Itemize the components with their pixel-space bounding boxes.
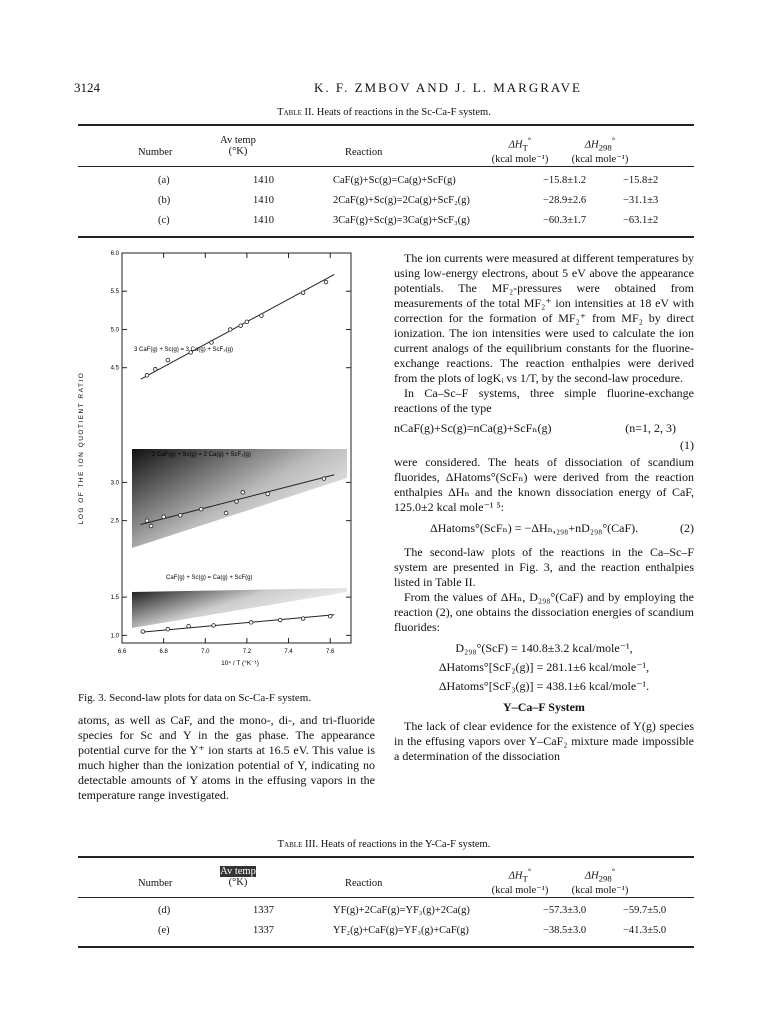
- fit-line-series-0: [141, 274, 335, 379]
- table2-h-avtemp: Av temp (°K): [220, 135, 256, 157]
- table-row: (c) 1410 3CaF(g)+Sc(g)=3Ca(g)+ScF₃(g) −60.3±1.7 −63.1±2: [158, 214, 659, 226]
- data-point-series-1: [178, 513, 182, 517]
- x-tick-label: 6.8: [159, 649, 168, 655]
- equation-2: ΔHatoms°(ScFₙ) = −ΔHₙ,₂₉₈+nD₂₉₈°(CaF). (2): [430, 521, 694, 535]
- data-point-series-1: [199, 507, 203, 511]
- data-point-series-0: [145, 374, 149, 378]
- page-number: 3124: [74, 80, 100, 95]
- table3-header: [78, 864, 694, 896]
- right-column: [394, 251, 694, 764]
- data-point-series-1: [162, 515, 166, 519]
- series-label-scf2: 2 CaF(g) + Sc(g) = 2 Ca(g) + ScF₂(g): [152, 452, 251, 458]
- data-point-series-0: [210, 341, 214, 345]
- table3-bottom-rule: [78, 946, 694, 948]
- data-point-series-1: [266, 492, 270, 496]
- data-point-series-1: [145, 519, 149, 523]
- equation-1: nCaF(g)+Sc(g)=nCa(g)+ScFₙ(g) (n=1, 2, 3) (1): [394, 421, 694, 452]
- data-point-series-0: [166, 358, 170, 362]
- table2-header: [78, 133, 694, 165]
- y-axis-label: LOG OF THE ION QUOTIENT RATIO: [78, 371, 85, 525]
- series3-shading: [132, 588, 347, 628]
- x-tick-label: 7.4: [284, 649, 293, 655]
- series2-shading: [132, 449, 347, 548]
- plot-frame: [122, 253, 351, 643]
- table-row: (a) 1410 CaF(g)+Sc(g)=Ca(g)+ScF(g) −15.8±1.2 −15.8±2: [158, 174, 659, 186]
- table2-caption: [0, 107, 768, 118]
- running-authors: K. F. ZMBOV AND J. L. MARGRAVE: [314, 80, 582, 95]
- table2-h-reaction: Reaction: [345, 147, 383, 158]
- table2-header-rule: [78, 166, 694, 167]
- y-tick-label: 1.5: [110, 595, 119, 602]
- paragraph-1: The ion currents were measured at different temperatures by using low-energy electrons, about 5 eV above the appearance potentials. The MF₂-pressures were obtained from measurements of the total MF₂⁺ ion intensities at 18 eV with correction for the formation of MF₂⁺ from MF₂ by direct ionization. The ion intensities were used to calculate the ion current analogs of the equilibrium constants for the fluorine-exchange reactions. The reaction enthalpies were derived from the plots of logKᵢ vs 1/T, by the second-law procedure.: [394, 251, 694, 385]
- result-1: D₂₉₈°(ScF) = 140.8±3.2 kcal/mole⁻¹,: [455, 641, 633, 655]
- data-point-series-2: [141, 630, 145, 634]
- series-label-scf3: 3 CaF(g) + Sc(g) = 3 Ca(g) + ScF₃(g): [134, 347, 233, 353]
- figure3-caption: Fig. 3. Second-law plots for data on Sc-Ca-F system.: [78, 692, 312, 704]
- left-column: [78, 713, 375, 803]
- y-tick-label: 5.0: [110, 327, 119, 334]
- data-point-series-0: [260, 314, 264, 318]
- data-point-series-2: [328, 614, 332, 618]
- x-tick-label: 7.0: [201, 649, 210, 655]
- table3-top-rule: [78, 856, 694, 858]
- y-tick-label: 2.5: [110, 518, 119, 525]
- paragraph-5: From the values of ΔHₙ, D₂₉₈°(CaF) and by employing the reaction (2), one obtains the dissociation energies of scandium fluorides:: [394, 590, 694, 634]
- table2-top-rule: [78, 124, 694, 126]
- data-point-series-0: [245, 320, 249, 324]
- table2-label: Table II.: [277, 107, 315, 118]
- data-point-series-2: [301, 617, 305, 621]
- table2-h-number: Number: [138, 147, 173, 158]
- table3-caption: [0, 839, 768, 850]
- table-row: (e) 1337 YF₂(g)+CaF(g)=YF₃(g)+CaF(g) −38.5±3.0 −41.3±5.0: [158, 924, 667, 936]
- paragraph-2: In Ca–Sc–F systems, three simple fluorine-exchange reactions of the type: [394, 386, 694, 415]
- y-tick-label: 5.5: [110, 289, 119, 296]
- data-point-series-2: [187, 624, 191, 628]
- table3-h-dh298: $\Delta H_{298}^\circ$ (kcal mole⁻¹): [571, 866, 629, 896]
- data-point-series-1: [235, 500, 239, 504]
- table2-h-dht: $\Delta H_T^\circ$ (kcal mole⁻¹): [491, 135, 549, 165]
- data-point-series-1: [224, 511, 228, 515]
- data-point-series-1: [149, 524, 153, 528]
- y-tick-label: 1.0: [110, 633, 119, 640]
- x-tick-label: 7.2: [242, 649, 252, 655]
- paragraph-3: were considered. The heats of dissociation of scandium fluorides, ΔHatoms°(ScFₙ) were derived from the reaction enthalpies ΔHₙ and the known dissociation energy of CaF, 125.0±2 kcal mole⁻¹ ⁵:: [394, 455, 694, 514]
- table2-h-dh298: $\Delta H_{298}^\circ$ (kcal mole⁻¹): [571, 135, 629, 165]
- data-point-series-0: [301, 291, 305, 295]
- y-tick-label: 4.5: [110, 365, 119, 372]
- data-point-series-2: [249, 621, 253, 625]
- x-tick-label: 6.6: [117, 649, 127, 655]
- table3-body: [78, 900, 694, 940]
- data-point-series-0: [324, 280, 328, 284]
- x-axis-label: 10⁴ / T (°K⁻¹): [221, 660, 259, 667]
- table3-header-rule: [78, 897, 694, 898]
- data-point-series-1: [241, 491, 245, 495]
- data-point-series-0: [239, 324, 243, 328]
- table3-h-number: Number: [138, 878, 173, 889]
- data-point-series-0: [228, 328, 232, 332]
- table3-h-avtemp: Av temp (°K): [220, 866, 256, 888]
- table2-title: Heats of reactions in the Sc-Ca-F system.: [316, 107, 491, 118]
- data-point-series-2: [212, 624, 216, 628]
- table3-h-dht: $\Delta H_T^\circ$ (kcal mole⁻¹): [491, 866, 549, 896]
- section-heading: Y–Ca–F System: [503, 700, 585, 714]
- data-point-series-0: [154, 367, 158, 371]
- table3-title: Heats of reactions in the Y-Ca-F system.: [320, 839, 491, 850]
- y-tick-label: 6.0: [110, 251, 119, 257]
- y-axis: [111, 251, 351, 639]
- x-tick-label: 7.6: [326, 649, 335, 655]
- paragraph-6: The lack of clear evidence for the existence of Y(g) species in the effusing vapors over Y–CaF₂ mixture made impossible a determination of the dissociation: [394, 719, 694, 763]
- data-point-series-2: [166, 627, 170, 631]
- left-paragraph: atoms, as well as CaF, and the mono-, di-, and tri-fluoride species for Sc and Y in the gas phase. The appearance potential curve for the Y⁺ ion starts at 16.5 eV. This value is much higher than the ionization potential of Y, indicating no detectable amounts of Y atoms in the effusing vapors in the temperature range investigated.: [78, 713, 375, 802]
- table2-bottom-rule: [78, 236, 694, 238]
- paragraph-4: The second-law plots of the reactions in the Ca–Sc–F system are presented in Fig. 3, and the reaction enthalpies listed in Table II.: [394, 545, 694, 589]
- y-tick-label: 3.0: [110, 480, 119, 487]
- data-point-series-1: [322, 477, 326, 481]
- data-point-series-2: [278, 618, 282, 622]
- table2-body: [78, 170, 694, 230]
- table-row: (d) 1337 YF(g)+2CaF(g)=YF₃(g)+2Ca(g) −57.3±3.0 −59.7±5.0: [158, 904, 667, 916]
- result-3: ΔHatoms°[ScF₃(g)] = 438.1±6 kcal/mole⁻¹.: [438, 679, 650, 693]
- result-2: ΔHatoms°[ScF₂(g)] = 281.1±6 kcal/mole⁻¹,: [438, 660, 650, 674]
- series-label-scf: CaF(g) + Sc(g) = Ca(g) + ScF(g): [166, 575, 253, 581]
- figure3-chart: [72, 248, 372, 684]
- table3-h-reaction: Reaction: [345, 878, 383, 889]
- table-row: (b) 1410 2CaF(g)+Sc(g)=2Ca(g)+ScF₂(g) −28.9±2.6 −31.1±3: [158, 194, 659, 206]
- table3-label: Table III.: [277, 839, 319, 850]
- page-header: [74, 80, 694, 98]
